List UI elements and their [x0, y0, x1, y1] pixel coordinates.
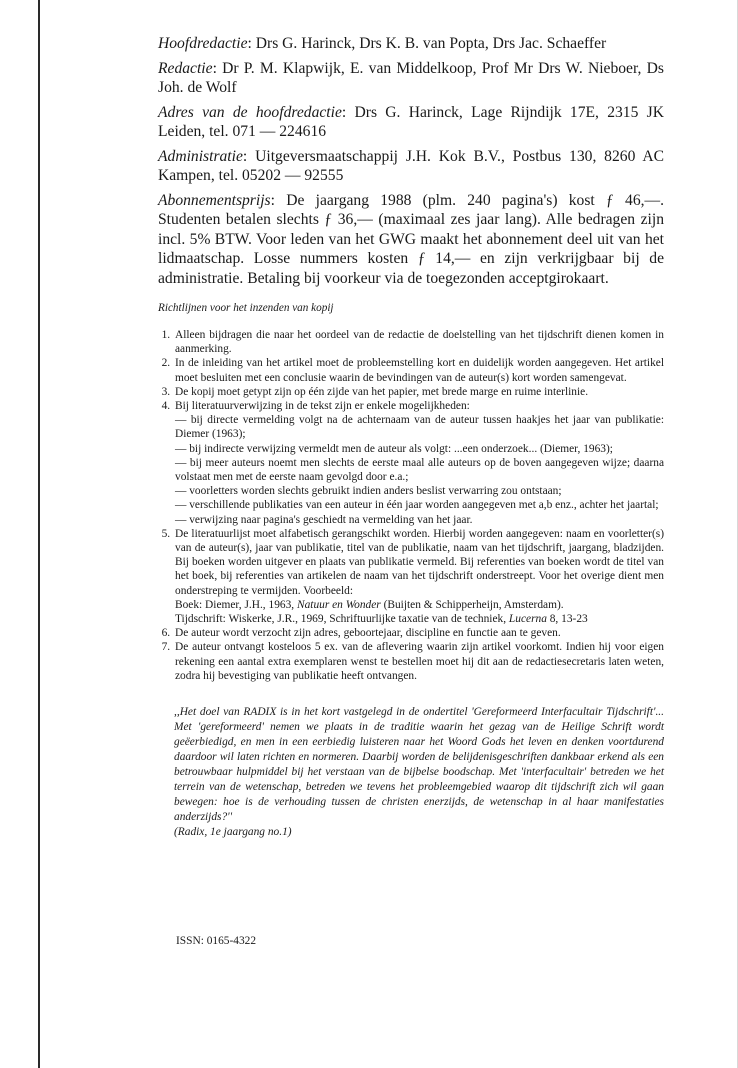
issn-number: ISSN: 0165-4322	[176, 935, 257, 947]
staff-value: Dr P. M. Klapwijk, E. van Middelkoop, Prof Mr Drs W. Nieboer, Ds Joh. de Wolf	[158, 59, 664, 96]
list-item: 6. De auteur wordt verzocht zijn adres, geboortejaar, discipline en functie aan te geven.	[173, 626, 664, 640]
citation-option: — bij indirecte verwijzing vermeldt men de auteur als volgt: ...een onderzoek... (Diemer, 1963);	[175, 442, 613, 455]
example-book: Boek: Diemer, J.H., 1963, Natuur en Wonder (Buijten & Schipperheijn, Amsterdam).	[175, 598, 564, 611]
citation-option: — verschillende publikaties van een auteur in één jaar worden aangegeven met a,b enz., achter het jaartal;	[175, 499, 659, 512]
guidelines-list	[158, 328, 664, 683]
masthead	[158, 34, 664, 288]
citation-option: — voorletters worden slechts gebruikt indien anders beslist verwarring zou ontstaan;	[175, 485, 562, 498]
admin-label: Administratie	[158, 147, 243, 165]
address-line: Adres van de hoofdredactie: Drs G. Harinck, Lage Rijndijk 17E, 2315 JK Leiden, tel. 071 — 224616	[158, 103, 664, 140]
admin-value: Uitgeversmaatschappij J.H. Kok B.V., Postbus 130, 8260 AC Kampen, tel. 05202 — 92555	[158, 147, 665, 184]
editors-line: Hoofdredactie: Drs G. Harinck, Drs K. B. van Popta, Drs Jac. Schaeffer	[158, 35, 607, 52]
list-item: 3. De kopij moet getypt zijn op één zijde van het papier, met brede marge en ruime interlinie.	[173, 385, 664, 399]
list-item: 2. In de inleiding van het artikel moet de probleemstelling kort en duidelijk worden aangegeven. Het artikel moet besluiten met een conclusie waarin de bevindingen van de auteur(s) kort worden samengevat.	[173, 356, 664, 384]
colophon-page	[158, 34, 664, 840]
page-edge-left	[38, 0, 40, 1068]
example-journal: Tijdschrift: Wiskerke, J.R., 1969, Schriftuurlijke taxatie van de techniek, Lucerna 8, 13-23	[175, 613, 588, 626]
citation-option: — verwijzing naar pagina's geschiedt na vermelding van het jaar.	[175, 513, 473, 526]
address-value: Drs G. Harinck, Lage Rijndijk 17E, 2315 JK Leiden, tel. 071 — 224616	[158, 103, 664, 140]
subscription-line: Abonnementsprijs: De jaargang 1988 (plm. 240 pagina's) kost ƒ 46,—. Studenten betalen slechts ƒ 36,— (maximaal zes jaar lang). Alle bedragen zijn incl. 5% BTW. Voor leden van het GWG maakt het abonnement deel uit van het lidmaatschap. Losse nummers kosten ƒ 14,— en zijn verkrijgbaar bij de administratie. Betaling bij voorkeur via de toegezonden acceptgirokaart.	[158, 191, 665, 287]
citation-option: — bij directe vermelding volgt na de achternaam van de auteur tussen haakjes het jaar van publikatie: Diemer (1963);	[175, 414, 664, 441]
guidelines-title: Richtlijnen voor het inzenden van kopij	[158, 302, 334, 314]
editors-label: Hoofdredactie	[158, 35, 248, 52]
address-label: Adres van de hoofdredactie	[158, 103, 342, 121]
quote-source: (Radix, 1e jaargang no.1)	[174, 826, 292, 839]
list-item: 1. Alleen bijdragen die naar het oordeel van de redactie de doelstelling van het tijdschrift dienen komen in aanmerking.	[173, 328, 664, 356]
staff-label: Redactie	[158, 59, 213, 77]
quote-text: ,,Het doel van RADIX is in het kort vastgelegd in de ondertitel 'Gereformeerd Interfacultair Tijdschrift'... Met 'gereformeerd' nemen we plaats in de traditie waarin het gezag van de Heilige Schrift wordt geëerbiedigd, en men in een eerbiedig luisteren naar het Woord Gods het leven en denken voortdurend daardoor wil laten richten en normeren. Daarbij worden de belijdenisgeschriften dankbaar erkend als een betrouwbaar hulpmiddel bij het verstaan van de bijbelse boodschap. Met 'interfacultair' betreden we het terrein van de wetenschap, betreden we tevens het probleemgebied waarop dit tijdschrift zich wil gaan bewegen: hoe is de verhouding tussen de christen enerzijds, de wetenschap in al haar manifestaties anderzijds?''	[174, 706, 664, 824]
subscription-value: De jaargang 1988 (plm. 240 pagina's) kost ƒ 46,—. Studenten betalen slechts ƒ 36,— (maximaal zes jaar lang). Alle bedragen zijn incl. 5% BTW. Voor leden van het GWG maakt het abonnement deel uit van het lidmaatschap. Losse nummers kosten ƒ 14,— en zijn verkrijgbaar bij de administratie. Betaling bij voorkeur via de toegezonden acceptgirokaart.	[158, 191, 665, 287]
editors-value: Drs G. Harinck, Drs K. B. van Popta, Drs Jac. Schaeffer	[255, 35, 607, 52]
citation-option: — bij meer auteurs noemt men slechts de eerste maal alle auteurs op de boven aangegeven wijze; daarna volstaat men met de eerste naam gevolgd door e.a.;	[175, 456, 664, 484]
list-item: 4. Bij literatuurverwijzing in de tekst zijn er enkele mogelijkheden: — bij directe vermelding volgt na de achternaam van de auteur tussen haakjes het jaar van publikatie: Diemer (1963); — bij indirecte verwijzing vermeldt men de auteur als volgt: ...een onderzoek... (Diemer, 1963); — bij meer auteurs noemt men slechts de eerste maal alle auteurs op de boven aangegeven wijze; daarna volstaat men met de eerste naam gevolgd door e.a.; — voorletters worden slechts gebruikt indien anders beslist verwarring zou ontstaan; — verschillende publikaties van een auteur in één jaar worden aangegeven met a,b enz., achter het jaartal; — verwijzing naar pagina's geschiedt na vermelding van het jaar.	[173, 399, 664, 527]
list-item: 7. De auteur ontvangt kosteloos 5 ex. van de aflevering waarin zijn artikel voorkomt. Indien hij voor eigen rekening een aantal extra exemplaren wenst te bestellen moet hij dit aan de redactiesecretaris laten weten, zodra hij bevestiging van publikatie heeft ontvangen.	[173, 640, 664, 683]
list-item: 5. De literatuurlijst moet alfabetisch gerangschikt worden. Hierbij worden aangegeven: naam en voorletter(s) van de auteur(s), jaar van publikatie, titel van de publikatie, naam van het tijdschrift, jaargang, bladzijden. Bij boeken worden uitgever en plaats van publikatie vermeld. Bij referenties van boeken wordt de titel van het boek, bij referenties van artikelen de naam van het tijdschrift onderstreept. Voor het overige dient men onderstreping te vermijden. Voorbeeld: Boek: Diemer, J.H., 1963, Natuur en Wonder (Buijten & Schipperheijn, Amsterdam). Tijdschrift: Wiskerke, J.R., 1969, Schriftuurlijke taxatie van de techniek, Lucerna 8, 13-23	[173, 527, 664, 626]
staff-line: Redactie: Dr P. M. Klapwijk, E. van Middelkoop, Prof Mr Drs W. Nieboer, Ds Joh. de Wolf	[158, 59, 664, 96]
subscription-label: Abonnementsprijs	[158, 191, 271, 209]
radix-quote	[174, 705, 664, 840]
admin-line: Administratie: Uitgeversmaatschappij J.H. Kok B.V., Postbus 130, 8260 AC Kampen, tel. 05202 — 92555	[158, 147, 665, 184]
